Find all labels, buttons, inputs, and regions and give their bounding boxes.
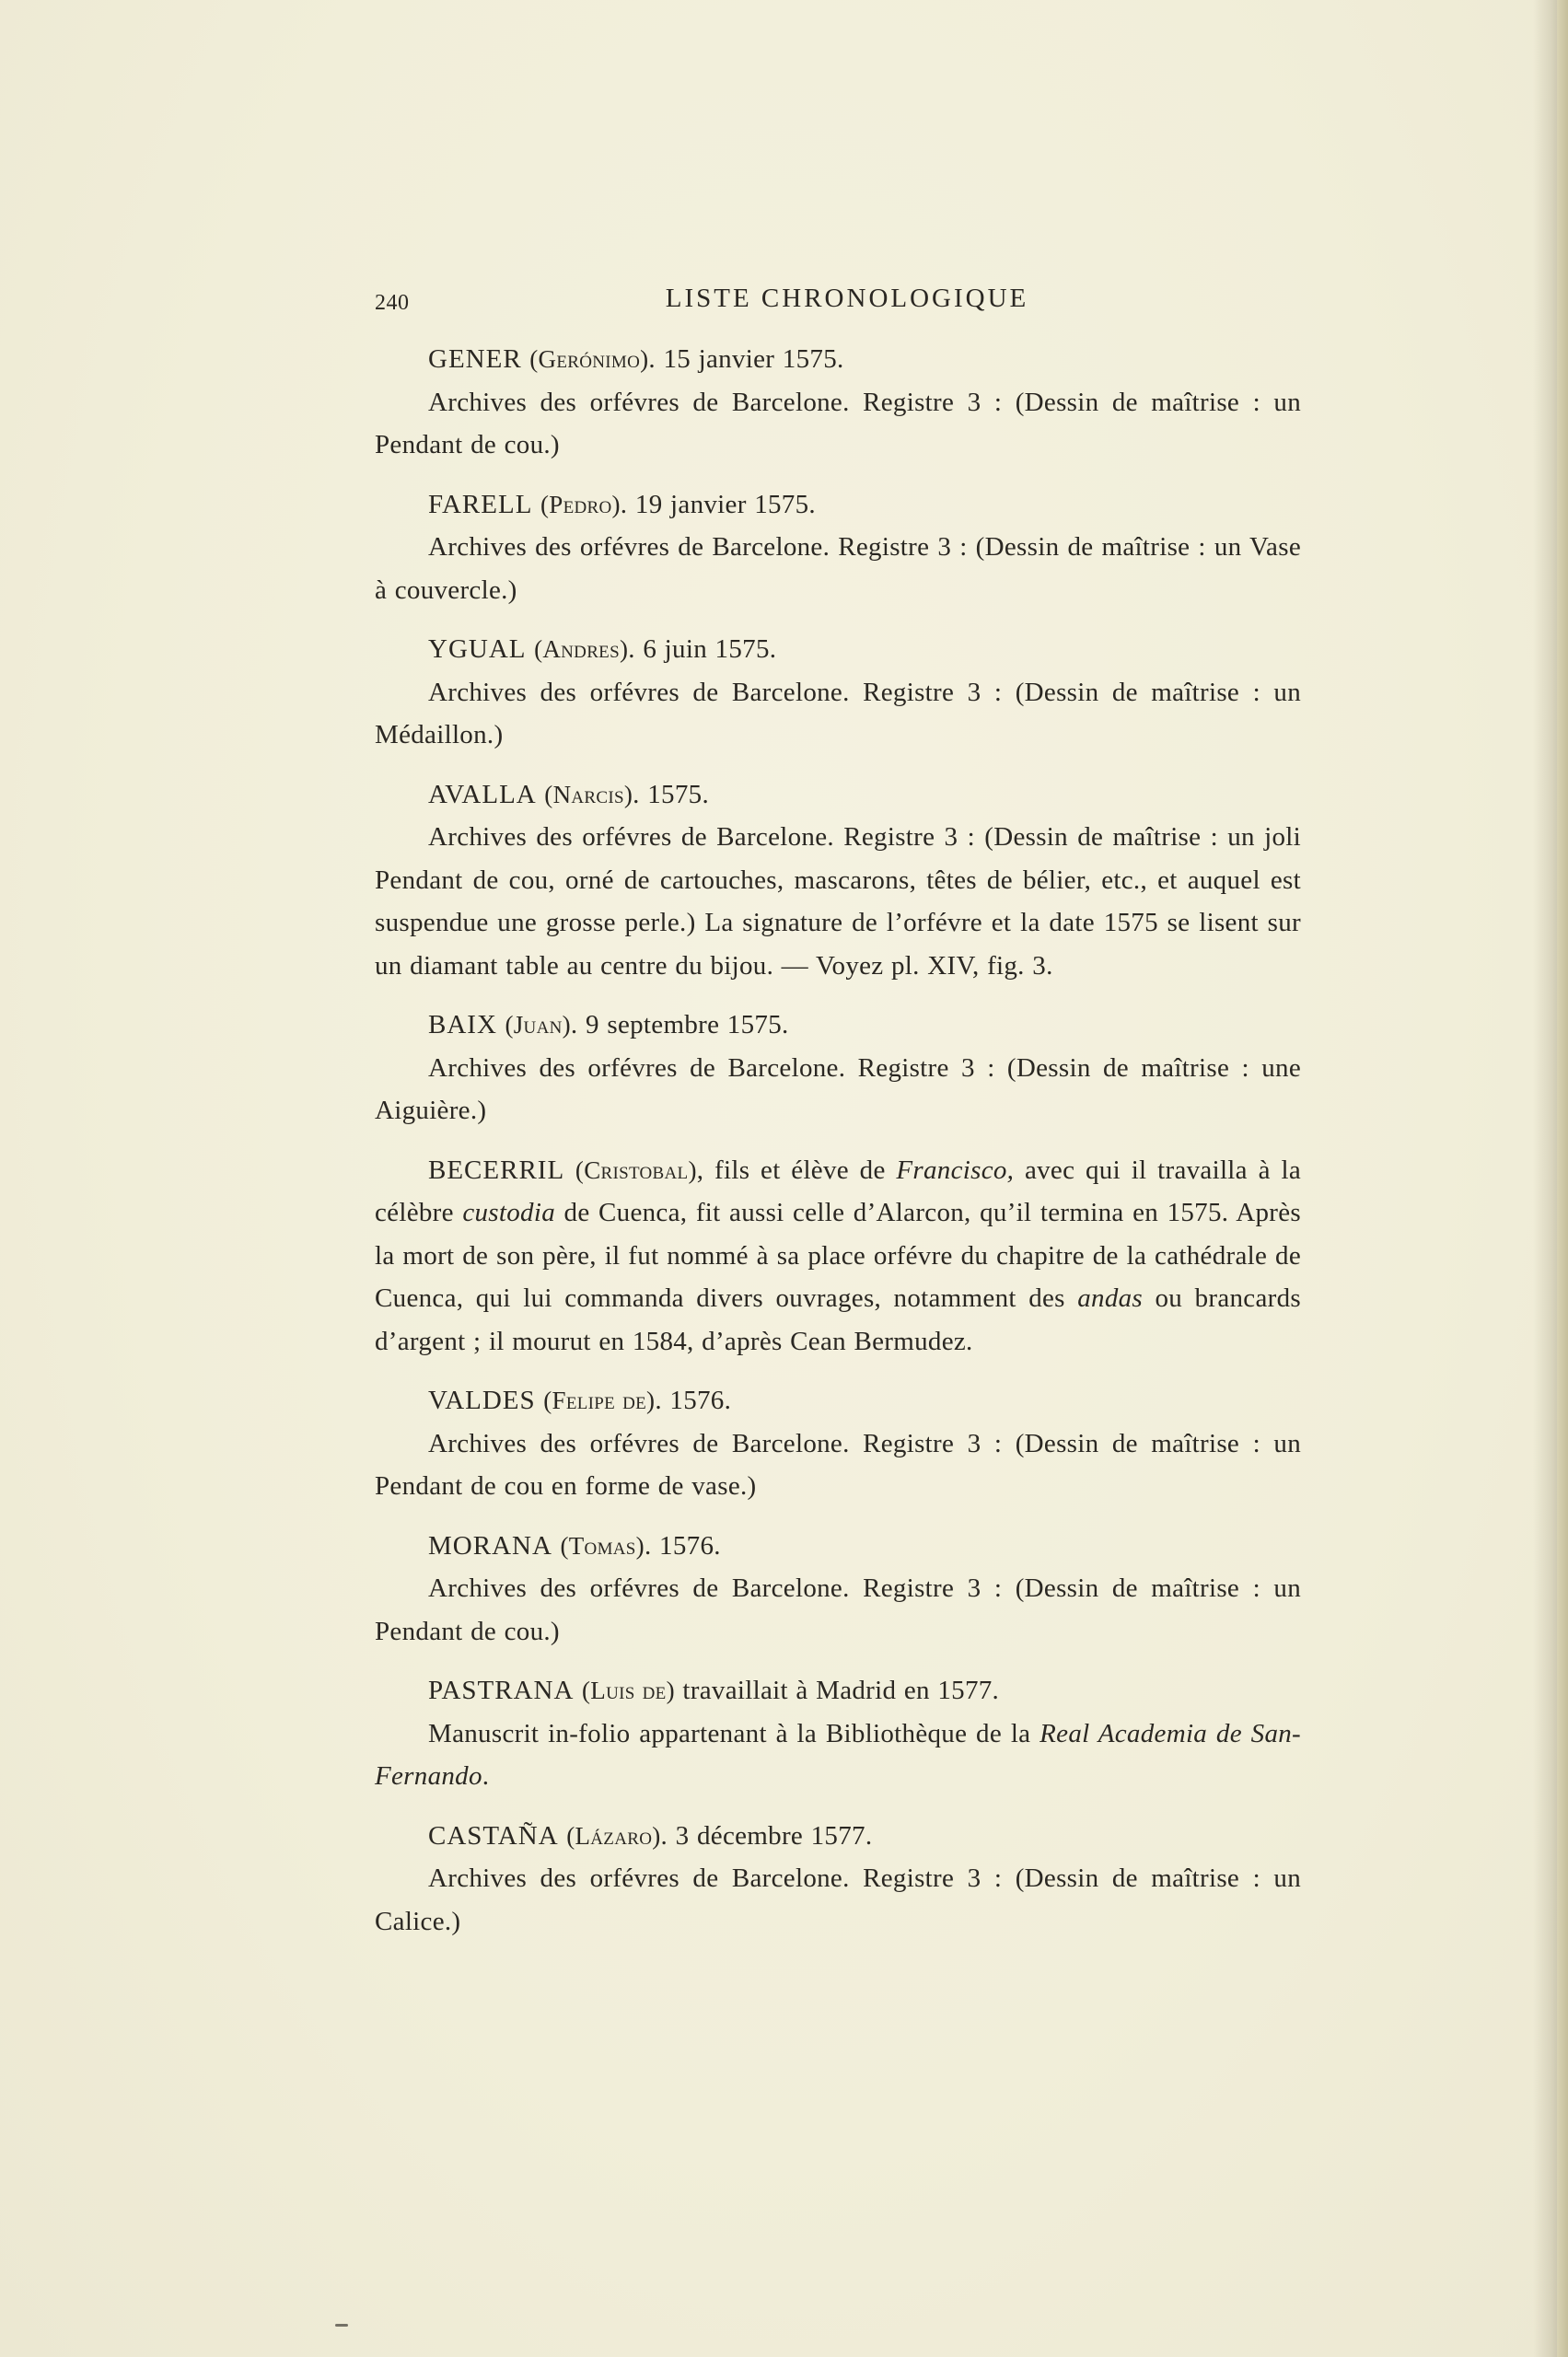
text-segment: Manuscrit in-folio appartenant à la Bibliothèque de la (428, 1718, 1040, 1748)
entry-body: Archives des orfévres de Barcelone. Registre 3 : (Dessin de maîtrise : un joli Pendant de cou, orné de cartouches, mascarons, têtes de bélier, etc., et auquel est suspendue une grosse perle.) La signature de l’orfévre et la date 1575 se lisent sur un diamant table au centre du bijou. — Voyez pl. XIV, fig. 3. (375, 822, 1301, 981)
surname: CASTAÑA (428, 1820, 559, 1851)
given-name: (Pedro) (540, 490, 621, 518)
text-segment: ou brancards d’argent ; il mourut en 1584, d’après Cean Bermudez. (375, 1283, 1301, 1356)
given-name: (Felipe de) (543, 1387, 656, 1414)
page-edge-shadow (1557, 0, 1568, 2357)
given-name: (Gerónimo) (529, 345, 649, 373)
given-name: (Luis de) (582, 1677, 675, 1704)
entry-body: Archives des orfévres de Barcelone. Registre 3 : (Dessin de maîtrise : un Pendant de cou en forme de vase.) (375, 1428, 1301, 1501)
italic-name: Francisco, (896, 1155, 1015, 1185)
entry-body: Archives des orfévres de Barcelone. Registre 3 : (Dessin de maîtrise : un Pendant de cou.) (375, 1573, 1301, 1646)
entry-body (375, 1149, 1301, 1364)
entry-date: . 15 janvier 1575. (648, 344, 844, 374)
text-segment: de Cuenca, fit aussi celle d’Alarcon, qu’il termina en 1575. Après la mort de son père, il fut nommé à sa place orfévre du chapitre de la cathédrale de Cuenca, qui lui commanda divers ouvrages, notamment des (375, 1198, 1302, 1313)
surname: AVALLA (428, 779, 537, 809)
surname: BECERRIL (428, 1155, 565, 1185)
entry-heading (375, 338, 1301, 381)
entry-date: . 1575. (633, 779, 709, 809)
given-name: (Juan) (505, 1011, 571, 1039)
entry-heading (375, 1004, 1301, 1047)
entry-castana (375, 1815, 1301, 1944)
surname: FARELL (428, 489, 533, 519)
entry-date: . 3 décembre 1577. (660, 1820, 873, 1851)
entry-heading (375, 1669, 1301, 1713)
page-title: LISTE CHRONOLOGIQUE (665, 284, 1029, 313)
surname: VALDES (428, 1386, 536, 1415)
entry-farell (375, 483, 1301, 612)
entry-ygual (375, 628, 1301, 757)
entry-pastrana (375, 1669, 1301, 1798)
page-number: 240 (375, 291, 410, 315)
entry-body: Archives des orfévres de Barcelone. Registre 3 : (Dessin de maîtrise : un Vase à couvercle.) (375, 532, 1301, 605)
entry-date: travaillait à Madrid en 1577. (674, 1676, 1000, 1705)
entry-valdes (375, 1379, 1301, 1508)
entry-becerril (375, 1149, 1301, 1364)
surname: GENER (428, 344, 522, 374)
entry-date: . 1576. (644, 1530, 721, 1561)
entry-heading (375, 628, 1301, 671)
entry-heading (375, 1525, 1301, 1568)
given-name: (Andres) (534, 635, 629, 663)
given-name: (Cristobal) (575, 1155, 697, 1184)
entry-baix (375, 1004, 1301, 1132)
entry-body: Archives des orfévres de Barcelone. Registre 3 : (Dessin de maîtrise : un Médaillon.) (375, 677, 1301, 749)
italic-term: andas (1077, 1283, 1144, 1313)
scan-mark (335, 2324, 348, 2327)
given-name: (Narcis) (544, 780, 633, 808)
entry-date: . 6 juin 1575. (628, 634, 777, 664)
entry-morana (375, 1525, 1301, 1654)
given-name: (Lázaro) (566, 1821, 661, 1850)
surname: YGUAL (428, 634, 527, 664)
entry-heading (375, 1815, 1301, 1858)
given-name: (Tomas) (560, 1531, 645, 1560)
body-text (375, 338, 1301, 1959)
entry-body: Archives des orfévres de Barcelone. Registre 3 : (Dessin de maîtrise : un Calice.) (375, 1864, 1301, 1936)
text-segment: avec qui il travailla à la célèbre (375, 1155, 1301, 1227)
surname: MORANA (428, 1530, 552, 1561)
italic-term: custodia (462, 1198, 555, 1227)
entry-gener (375, 338, 1301, 467)
text-segment: . (482, 1761, 490, 1791)
entry-heading (375, 483, 1301, 527)
entry-body: Archives des orfévres de Barcelone. Registre 3 : (Dessin de maîtrise : un Pendant de cou.) (375, 387, 1301, 459)
entry-body (375, 1713, 1301, 1798)
entry-date: . 19 janvier 1575. (620, 489, 816, 519)
entry-date: . 1576. (655, 1386, 732, 1415)
running-head (375, 284, 1301, 324)
surname: PASTRANA (428, 1676, 575, 1705)
surname: BAIX (428, 1010, 497, 1039)
entry-body: Archives des orfévres de Barcelone. Registre 3 : (Dessin de maîtrise : une Aiguière.) (375, 1052, 1301, 1125)
entry-heading (375, 1379, 1301, 1422)
entry-date: . 9 septembre 1575. (570, 1010, 789, 1039)
entry-avalla (375, 773, 1301, 988)
text-segment: , fils et élève de (696, 1155, 897, 1185)
italic-institution: Real Academia de San-Fernando (375, 1718, 1302, 1791)
entry-heading (375, 773, 1301, 817)
